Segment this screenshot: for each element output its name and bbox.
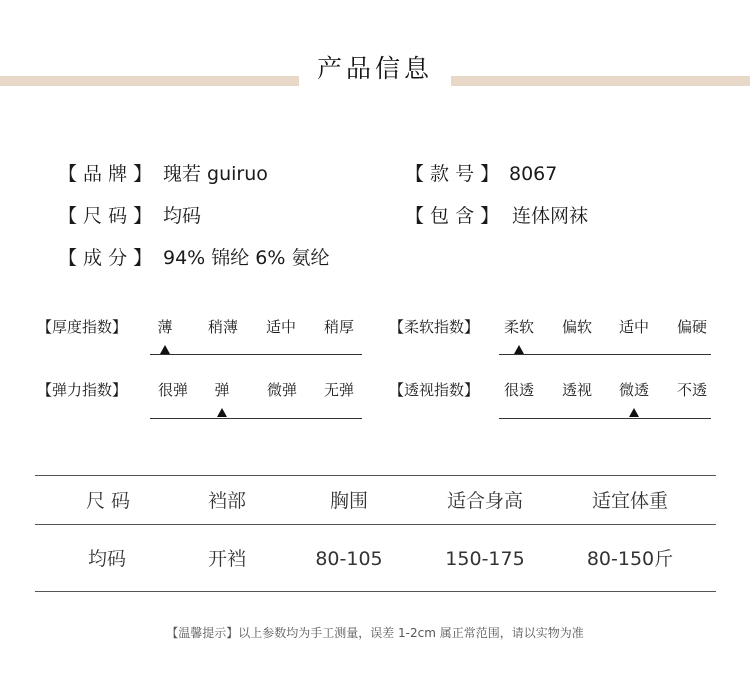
thickness-option: 薄 bbox=[157, 318, 173, 336]
transparency-option: 透视 bbox=[561, 381, 593, 399]
size-label: 【 尺 码 】 bbox=[58, 205, 153, 227]
softness-indicator-marker bbox=[514, 345, 524, 354]
table-cell-size: 均码 bbox=[87, 548, 127, 570]
thickness-scale-line bbox=[150, 354, 362, 355]
elasticity-option: 很弹 bbox=[157, 381, 189, 399]
table-header-rule bbox=[35, 524, 716, 525]
table-cell-height: 150-175 bbox=[445, 548, 525, 570]
title-container bbox=[0, 52, 750, 86]
softness-scale-line bbox=[499, 354, 711, 355]
softness-option: 柔软 bbox=[503, 318, 535, 336]
transparency-option: 不透 bbox=[676, 381, 708, 399]
thickness-indicator-marker bbox=[160, 345, 170, 354]
table-cell-weight: 80-150斤 bbox=[586, 548, 674, 570]
transparency-scale-line bbox=[499, 418, 711, 419]
brand-value: 瑰若 guiruo bbox=[163, 163, 268, 185]
brand-label: 【 品 牌 】 bbox=[58, 163, 153, 185]
softness-scale-label: 【柔软指数】 bbox=[389, 318, 480, 336]
model-label: 【 款 号 】 bbox=[405, 163, 500, 185]
thickness-option: 稍厚 bbox=[323, 318, 355, 336]
table-header-bust: 胸围 bbox=[329, 490, 369, 512]
transparency-option: 微透 bbox=[618, 381, 650, 399]
table-header-height: 适合身高 bbox=[446, 490, 524, 512]
elasticity-scale-label: 【弹力指数】 bbox=[37, 381, 128, 399]
elasticity-option: 微弹 bbox=[266, 381, 298, 399]
thickness-option: 稍薄 bbox=[207, 318, 239, 336]
thickness-option: 适中 bbox=[265, 318, 297, 336]
softness-option: 偏硬 bbox=[676, 318, 708, 336]
softness-option: 适中 bbox=[618, 318, 650, 336]
table-cell-crotch: 开裆 bbox=[207, 548, 247, 570]
includes-value: 连体网袜 bbox=[512, 205, 589, 227]
thickness-scale-label: 【厚度指数】 bbox=[37, 318, 128, 336]
material-value: 94% 锦纶 6% 氨纶 bbox=[163, 247, 330, 269]
model-value: 8067 bbox=[509, 163, 558, 185]
table-bottom-rule bbox=[35, 591, 716, 592]
footnote: 【温馨提示】以上参数均为手工测量，误差 1-2cm 属正常范围，请以实物为准 bbox=[166, 626, 584, 640]
table-cell-bust: 80-105 bbox=[315, 548, 383, 570]
softness-option: 偏软 bbox=[561, 318, 593, 336]
table-header-size: 尺 码 bbox=[85, 490, 131, 512]
table-header-weight: 适宜体重 bbox=[591, 490, 669, 512]
elasticity-indicator-marker bbox=[217, 408, 227, 417]
elasticity-option: 弹 bbox=[214, 381, 230, 399]
transparency-scale-label: 【透视指数】 bbox=[389, 381, 480, 399]
size-value: 均码 bbox=[163, 205, 202, 227]
table-top-rule bbox=[35, 475, 716, 476]
elasticity-scale-line bbox=[150, 418, 362, 419]
material-label: 【 成 分 】 bbox=[58, 247, 153, 269]
transparency-indicator-marker bbox=[629, 408, 639, 417]
elasticity-option: 无弹 bbox=[323, 381, 355, 399]
page-title: 产品信息 bbox=[299, 52, 451, 86]
table-header-crotch: 裆部 bbox=[207, 490, 247, 512]
transparency-option: 很透 bbox=[503, 381, 535, 399]
includes-label: 【 包 含 】 bbox=[405, 205, 500, 227]
